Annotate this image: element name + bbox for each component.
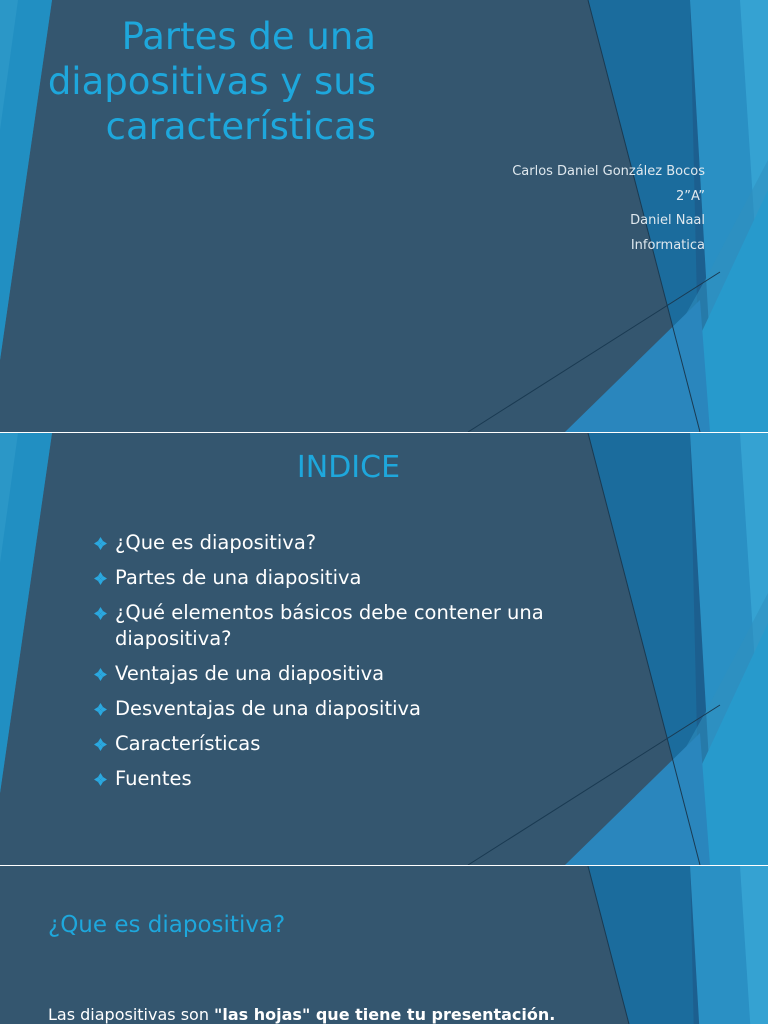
title-slide <box>0 0 768 432</box>
index-item-label: Características <box>115 732 261 755</box>
index-slide <box>0 433 768 865</box>
index-item <box>94 565 594 591</box>
author-name: Carlos Daniel González Bocos <box>512 164 705 179</box>
index-item-label: Fuentes <box>115 767 192 790</box>
index-item-label: Ventajas de una diapositiva <box>115 662 385 685</box>
decorative-background <box>0 866 768 1024</box>
definition-text <box>48 1005 748 1024</box>
diamond-bullet-icon <box>94 537 107 550</box>
group-label: 2”A” <box>675 188 705 204</box>
index-list <box>94 530 594 801</box>
definition-prefix: Las diapositivas son <box>48 1005 215 1024</box>
index-item-label: Desventajas de una diapositiva <box>115 697 422 720</box>
index-item <box>94 731 594 757</box>
diamond-bullet-icon <box>94 668 107 681</box>
diamond-bullet-icon <box>94 738 107 751</box>
index-item <box>94 696 594 722</box>
index-item-label: Partes de una diapositiva <box>115 566 362 589</box>
presentation-subtitle <box>445 160 705 258</box>
diamond-bullet-icon <box>94 572 107 585</box>
definition-slide <box>0 866 768 1024</box>
index-item <box>94 766 594 792</box>
slide-title: ¿Que es diapositiva? <box>48 912 286 938</box>
index-title: INDICE <box>296 450 401 485</box>
title-line: Partes de una <box>121 15 376 58</box>
diamond-bullet-icon <box>94 607 107 620</box>
index-item <box>94 530 594 556</box>
index-item-label: ¿Que es diapositiva? <box>115 531 317 554</box>
presentation-title <box>16 14 376 149</box>
definition-emphasis: "las hojas" que tiene tu presentación. <box>214 1005 556 1024</box>
title-line: características <box>105 105 376 148</box>
index-item <box>94 661 594 687</box>
title-line: diapositivas y sus <box>47 60 376 103</box>
teacher-name: Daniel Naal <box>630 213 705 228</box>
diamond-bullet-icon <box>94 773 107 786</box>
index-item-label: ¿Qué elementos básicos debe contener una diapositiva? <box>115 601 544 650</box>
diamond-bullet-icon <box>94 703 107 716</box>
subject-name: Informatica <box>630 237 705 253</box>
index-item <box>94 600 594 652</box>
